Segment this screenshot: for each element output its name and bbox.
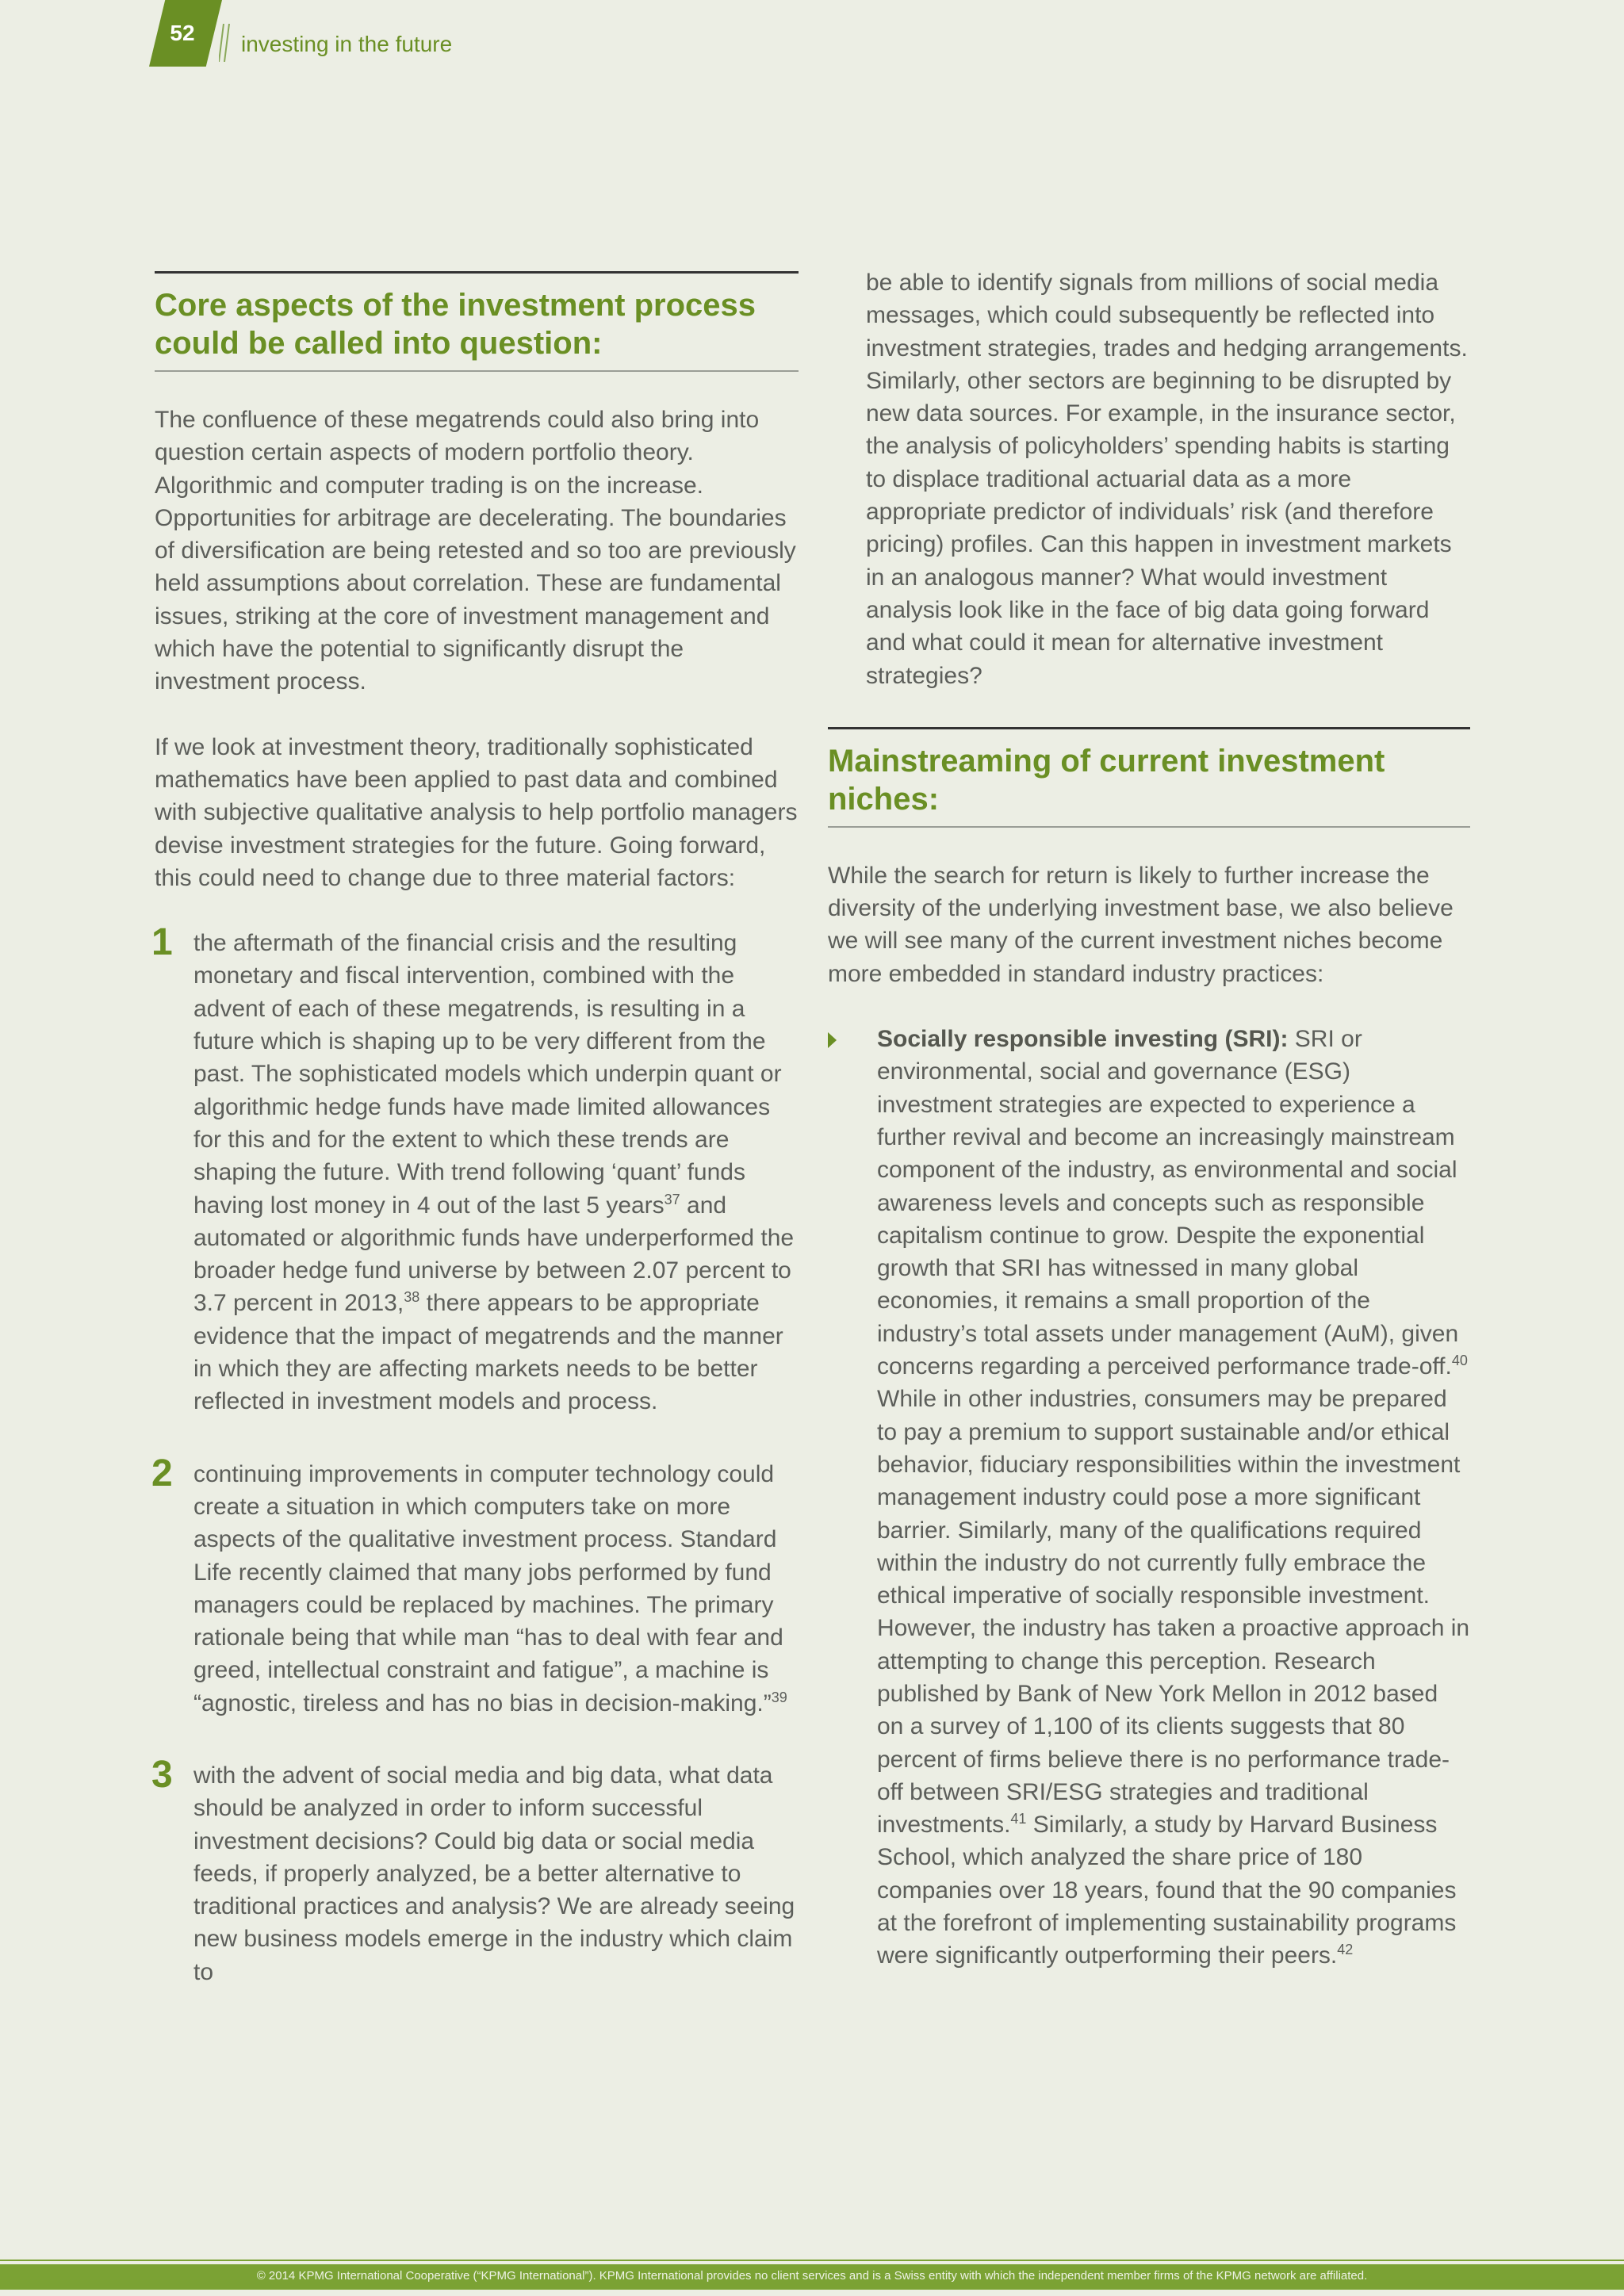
page-number: 52 [170,21,195,45]
list-item-2 [151,1452,799,1720]
bullet-text: Socially responsible investing (SRI): SRI or environmental, social and governance (ESG) investment strategies are expected to experience a further revival and become an increasingly mainstream component of the industry, as environmental and social awareness levels and concepts such as responsible capitalism continue to grow. Despite the exponential growth that SRI has witnessed in many global economies, it remains a small proportion of the industry’s total assets under management (AuM), given concerns regarding a perceived performance trade-off.$^{40}$ While in other industries, consumers may be prepared to pay a premium to support sustainable and/or ethical behavior, fiduciary responsibilities within the investment management industry could pose a more significant barrier. Similarly, many of the qualifications required within the industry do not currently fully embrace the ethical imperative of socially responsible investment. However, the industry has taken a proactive approach in attempting to change this perception. Research published by Bank of New York Mellon in 2012 based on a survey of 1,100 of its clients suggests that 80 percent of firms believe there is no performance trade-off between SRI/ESG strategies and traditional investments.$^{41}$ Similarly, a study by Harvard Business School, which analyzed the share price of 180 companies over 18 years, found that the 90 companies at the forefront of implementing sustainability programs were significantly outperforming their peers.$^{42}$ [877,1026,1470,1969]
footnote-ref: 39 [771,1689,787,1705]
bullet-item-sri [828,1023,1470,1973]
footer-copyright: © 2014 KPMG International Cooperative (“KPMG International”). KPMG International provides no client services and is a Swiss entity with which the independent member firms of the KPMG network are affiliated. [256,2269,1368,2283]
list-item-1 [151,921,799,1418]
footnote-ref: 37 [664,1191,680,1207]
bullet-arrow-icon [828,1032,837,1048]
heading-rule-top [828,727,1470,729]
running-head: investing in the future [241,32,453,56]
paragraph-intro: While the search for return is likely to further increase the diversity of the underlying investment base, we also believe we will see many of the current investment niches become more embedded in standard industry practices: [828,862,1454,987]
section-heading-core-aspects: Core aspects of the investment process could be called into question: [155,288,756,361]
list-number: 2 [151,1452,173,1494]
bullet-label: Socially responsible investing (SRI): [877,1026,1289,1053]
list-item-text: continuing improvements in computer technology could create a situation in which computers take on more aspects of the qualitative investment process. Standard Life recently claimed that many jobs performed by fund managers could be replaced by machines. The primary rationale being that while man “has to deal with fear and greed, intellectual constraint and fatigue”, a machine is “agnostic, tireless and has no bias in decision-making.”$^{39}$ [193,1460,787,1716]
footnote-ref: 41 [1010,1811,1027,1827]
list-number: 3 [151,1753,173,1796]
heading-rule-top [155,271,799,274]
divider-slashes [219,24,230,62]
list-item-text: the aftermath of the financial crisis and the resulting monetary and fiscal intervention, combined with the advent of each of these megatrends, is resulting in a future which is shaping up to be very different from the past. The sophisticated models which underpin quant or algorithmic hedge funds have made limited allowances for this and for the extent to which these trends are shaping the future. With trend following ‘quant’ funds having lost money in 4 out of the last 5 years$^{37}$ and automated or algorithmic funds have underperformed the broader hedge fund universe by between 2.07 percent to 3.7 percent in 2013,38 there appears to be appropriate evidence that the impact of megatrends and the manner in which they are affecting markets needs to be better reflected in investment models and process. [193,930,795,1415]
footnote-ref: 40 [1451,1353,1468,1369]
footnote-ref: 38 [404,1289,420,1306]
section-heading-mainstreaming: Mainstreaming of current investment niches: [828,743,1385,817]
list-item-3 [151,1753,799,1988]
list-number: 1 [151,921,173,964]
footnote-ref: 42 [1337,1942,1354,1958]
list-item-text: with the advent of social media and big data, what data should be analyzed in order to inform successful investment decisions? Could big data or social media feeds, if properly analyzed, be a better alternative to traditional practices and analysis? We are already seeing new business models emerge in the industry which claim to [193,1762,795,1985]
paragraph-megatrends: The confluence of these megatrends could also bring into question certain aspects of modern portfolio theory. Algorithmic and computer trading is on the increase. Opportunities for arbitrage are decelerating. The boundaries of diversification are being retested and so too are previously held assumptions about correlation. These are fundamental issues, striking at the core of investment management and which have the potential to significantly disrupt the investment process. [155,407,796,695]
paragraph-continued: be able to identify signals from millions of social media messages, which could subsequently be reflected into investment strategies, trades and hedging arrangements. Similarly, other sectors are beginning to be disrupted by new data sources. For example, in the insurance sector, the analysis of policyholders’ spending habits is starting to displace traditional actuarial data as a more appropriate predictor of individuals’ risk (and therefore pricing) profiles. Can this happen in investment markets in an analogous manner? What would investment analysis look like in the face of big data going forward and what could it mean for alternative investment strategies? [866,270,1468,689]
right-column [828,266,1470,1973]
left-column [151,271,799,1988]
paragraph-investment-theory: If we look at investment theory, traditionally sophisticated mathematics have been applied to past data and combined with subjective qualitative analysis to help portfolio managers devise investment strategies for the future. Going forward, this could need to change due to three material factors: [155,733,798,891]
